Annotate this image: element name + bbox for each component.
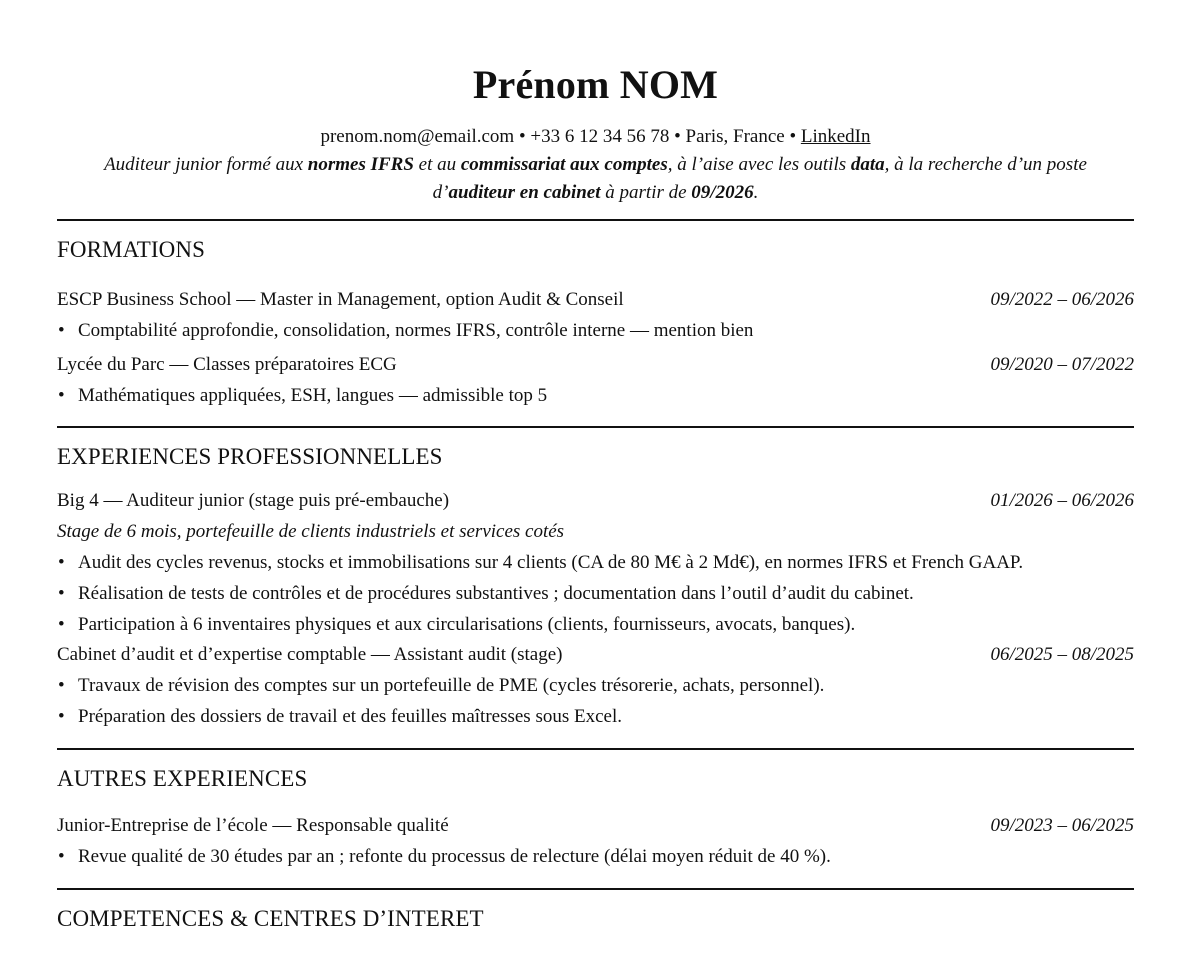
tagline-text: . [753, 182, 759, 203]
tagline-emphasis: normes IFRS [307, 154, 414, 175]
bullet-item: • Réalisation de tests de contrôles et de procédures substantives ; documentation dans l’outil d’audit du cabinet. [57, 582, 1134, 606]
tagline-emphasis: 09/2026 [691, 182, 754, 203]
section-title: AUTRES EXPERIENCES [57, 766, 308, 791]
bullet-item: • Travaux de révision des comptes sur un portefeuille de PME (cycles trésorerie, achats, personnel). [57, 674, 1134, 698]
tagline-text: , à l’aise avec les outils [667, 154, 851, 175]
section-experiences [57, 442, 1134, 750]
entry-heading: ESCP Business School — Master in Management, option Audit & Conseil [57, 289, 624, 310]
entry-header [57, 814, 1134, 838]
bullet-item: • Participation à 6 inventaires physiques et aux circularisations (clients, fournisseurs, avocats, banques). [57, 613, 1134, 637]
entry-header [57, 353, 1134, 377]
bullet-item: • Préparation des dossiers de travail et des feuilles maîtresses sous Excel. [57, 705, 1134, 729]
section-competences [57, 904, 1134, 934]
contact-line [57, 125, 1134, 149]
bullet-item: • Audit des cycles revenus, stocks et immobilisations sur 4 clients (CA de 80 M€ à 2 Md€), en normes IFRS et French GAAP. [57, 551, 1134, 575]
tagline-text: et au [413, 154, 461, 175]
contact-separator: • [669, 126, 686, 147]
tagline-emphasis: auditeur en cabinet [448, 182, 601, 203]
entry-subtitle: Stage de 6 mois, portefeuille de clients industriels et services cotés [57, 521, 565, 542]
entry-heading: Junior-Entreprise de l’école — Responsable qualité [57, 815, 449, 836]
bullet-item: • Comptabilité approfondie, consolidation, normes IFRS, contrôle interne — mention bien [57, 319, 1134, 343]
tagline-text: Auditeur junior formé aux [104, 154, 308, 175]
bullet-item: • Mathématiques appliquées, ESH, langues — admissible top 5 [57, 384, 1134, 408]
contact-separator: • [514, 126, 531, 147]
entry-header [57, 288, 1134, 312]
entry-dates: 06/2025 – 08/2025 [990, 644, 1134, 665]
bullet-list [57, 845, 1134, 869]
bullet-item: • Revue qualité de 30 études par an ; refonte du processus de relecture (délai moyen réduit de 40 %). [57, 845, 1134, 869]
tagline-text: , à la recherche d’un poste d’ [432, 154, 1087, 203]
candidate-name: Prénom NOM [472, 62, 719, 107]
tagline-emphasis: commissariat aux comptes [460, 154, 668, 175]
entry-header [57, 643, 1134, 667]
contact-separator: • [784, 126, 801, 147]
bullet-list [57, 384, 1134, 408]
entry-dates: 09/2022 – 06/2026 [990, 289, 1134, 310]
section-divider [57, 219, 1134, 221]
section-title: FORMATIONS [57, 237, 205, 262]
entry-heading: Cabinet d’audit et d’expertise comptable — Assistant audit (stage) [57, 644, 563, 665]
entry-dates: 09/2023 – 06/2025 [990, 815, 1134, 836]
tagline-text: à partir de [600, 182, 692, 203]
entry-heading: Big 4 — Auditeur junior (stage puis pré-embauche) [57, 490, 450, 511]
entry-dates: 09/2020 – 07/2022 [990, 354, 1134, 375]
contact-location: Paris, France [685, 126, 785, 147]
section-divider [57, 748, 1134, 750]
bullet-list [57, 674, 1134, 729]
section-divider [57, 426, 1134, 428]
entry-header [57, 489, 1134, 513]
section-divider [57, 888, 1134, 890]
bullet-list [57, 551, 1134, 637]
section-title: COMPETENCES & CENTRES D’INTERET [57, 906, 484, 931]
section-title: EXPERIENCES PROFESSIONNELLES [57, 444, 443, 469]
entry-heading: Lycée du Parc — Classes préparatoires ECG [57, 354, 397, 375]
tagline-emphasis: data [850, 154, 885, 175]
entry-dates: 01/2026 – 06/2026 [990, 490, 1134, 511]
resume-page [57, 0, 1134, 934]
linkedin-link[interactable]: LinkedIn [800, 126, 871, 147]
profile-tagline [57, 151, 1134, 207]
contact-phone: +33 6 12 34 56 78 [530, 126, 670, 147]
section-autres-experiences [57, 764, 1134, 890]
section-formations [57, 235, 1134, 428]
bullet-list [57, 319, 1134, 343]
contact-email: prenom.nom@email.com [320, 126, 515, 147]
